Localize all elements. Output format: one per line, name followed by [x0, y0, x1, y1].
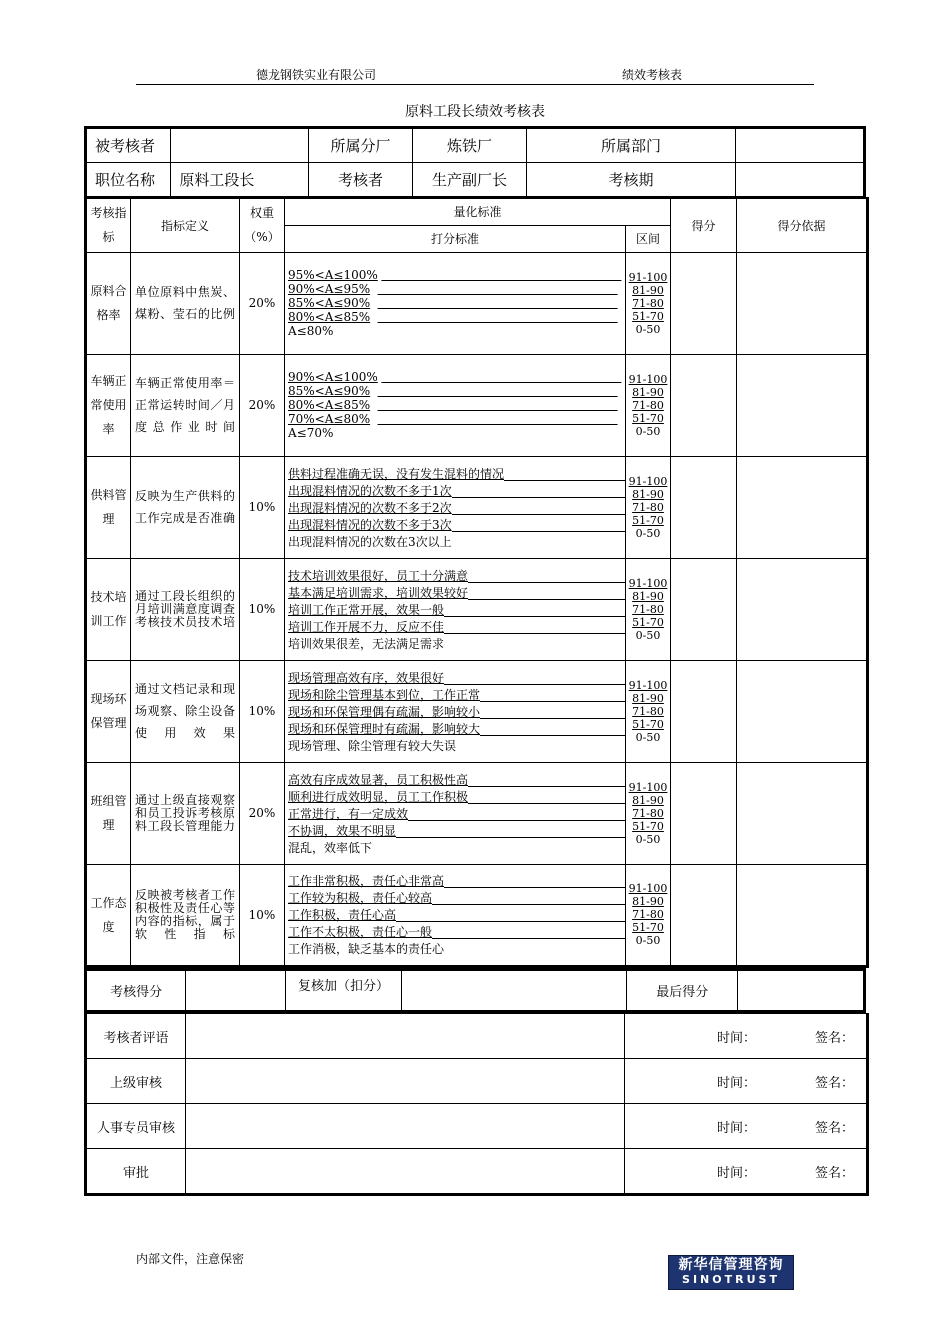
recheck-field[interactable] — [402, 970, 627, 1012]
indicator-name: 供料管理 — [86, 456, 131, 558]
time-label: 时间： — [717, 1030, 757, 1046]
approval-label: 考核者评语 — [86, 1014, 186, 1059]
range-item: 51-70 — [632, 717, 664, 731]
footer-note: 内部文件，注意保密 — [136, 1252, 245, 1266]
range-item: 0-50 — [635, 526, 661, 540]
criteria-item — [285, 268, 625, 282]
indicator-definition: 单位原料中焦炭、煤粉、莹石的比例 — [131, 252, 240, 354]
criteria-item — [285, 533, 625, 550]
approval-row — [86, 1104, 868, 1149]
indicator-name: 工作态度 — [86, 864, 131, 966]
range-item: 71-80 — [632, 908, 664, 921]
criteria-item — [285, 282, 625, 296]
criteria-text: A≤80% — [288, 324, 334, 338]
examiner-label: 考核者 — [308, 163, 412, 198]
criteria-text: 顺利进行成效明显，员工工作积极 — [288, 789, 469, 804]
examiner-field[interactable]: 生产副厂长 — [413, 163, 526, 198]
criteria-item — [285, 618, 625, 635]
criteria-text: 80%<A≤85% — [288, 310, 371, 324]
sign-label: 签名： — [815, 1030, 855, 1046]
range-item: 91-100 — [628, 270, 668, 284]
range-item: 0-50 — [635, 832, 661, 846]
range-item: 0-50 — [635, 628, 661, 642]
criteria-text: 技术培训效果很好，员工十分满意 — [288, 568, 469, 583]
range-item: 0-50 — [635, 934, 661, 947]
criteria-item — [285, 923, 625, 940]
approval-sign-area[interactable] — [625, 1014, 868, 1059]
criteria-text: 90%<A≤100% — [288, 370, 378, 384]
criteria-item — [285, 635, 625, 652]
range-item: 71-80 — [632, 296, 664, 310]
score-field[interactable] — [186, 970, 285, 1012]
basis-input[interactable] — [737, 864, 868, 966]
indicator-weight: 20% — [240, 252, 285, 354]
criteria-text: 现场管理高效有序，效果很好 — [288, 670, 445, 685]
criteria-text: 80%<A≤85% — [288, 398, 371, 412]
score-ranges — [626, 354, 671, 456]
score-input[interactable] — [671, 762, 737, 864]
criteria-item — [285, 737, 625, 754]
criteria-text: 工作消极，缺乏基本的责任心 — [288, 942, 445, 956]
criteria-text: 现场和环保管理时有疏漏，影响较大 — [288, 721, 481, 736]
criteria-text: 出现混料情况的次数在3次以上 — [288, 534, 452, 549]
range-item: 71-80 — [632, 500, 664, 514]
indicator-weight: 20% — [240, 762, 285, 864]
range-item: 91-100 — [628, 882, 668, 895]
form-name: 绩效考核表 — [622, 68, 683, 82]
criteria-text: 供料过程准确无误，没有发生混料的情况 — [288, 466, 505, 481]
sinotrust-logo — [668, 1255, 794, 1290]
criteria-text: A≤70% — [288, 426, 334, 440]
range-item: 51-70 — [632, 921, 664, 934]
position-field[interactable]: 原料工段长 — [171, 163, 309, 198]
time-label: 时间： — [717, 1165, 757, 1181]
range-item: 51-70 — [632, 615, 664, 629]
branch-field[interactable]: 炼铁厂 — [413, 128, 526, 163]
criteria-item — [285, 370, 625, 384]
sign-label: 签名： — [815, 1075, 855, 1091]
scoring-criteria — [285, 558, 626, 660]
approval-comment-field[interactable] — [186, 1104, 625, 1149]
basis-input[interactable] — [737, 456, 868, 558]
score-ranges — [626, 252, 671, 354]
indicator-definition: 车辆正常使用率＝正常运转时间／月度总作业时间 — [131, 354, 240, 456]
approval-table — [84, 1013, 869, 1196]
dept-field[interactable] — [736, 128, 865, 163]
criteria-text: 85%<A≤90% — [288, 296, 371, 310]
range-item: 81-90 — [632, 487, 664, 501]
criteria-item — [285, 398, 625, 412]
range-item: 91-100 — [628, 678, 668, 692]
header-definition: 指标定义 — [131, 198, 240, 252]
score-input[interactable] — [671, 558, 737, 660]
criteria-item — [285, 839, 625, 856]
indicator-weight: 10% — [240, 660, 285, 762]
range-item: 71-80 — [632, 806, 664, 820]
basis-input[interactable] — [737, 354, 868, 456]
scoring-criteria — [285, 864, 626, 966]
criteria-text: 现场和环保管理偶有疏漏，影响较小 — [288, 704, 481, 719]
criteria-text: 不协调，效果不明显 — [288, 823, 397, 838]
criteria-text: 培训工作开展不力，反应不佳 — [288, 619, 445, 634]
dept-label: 所属部门 — [526, 128, 736, 163]
range-item: 81-90 — [632, 895, 664, 908]
range-item: 71-80 — [632, 704, 664, 718]
range-item: 51-70 — [632, 513, 664, 527]
score-ranges — [626, 864, 671, 966]
branch-label: 所属分厂 — [308, 128, 412, 163]
criteria-item — [285, 669, 625, 686]
criteria-text: 95%<A≤100% — [288, 268, 378, 282]
criteria-item — [285, 788, 625, 805]
summary-table — [84, 968, 866, 1013]
score-ranges — [626, 456, 671, 558]
score-ranges — [626, 558, 671, 660]
approval-sign-area[interactable] — [625, 1059, 868, 1104]
indicator-row — [86, 252, 868, 354]
indicator-row — [86, 660, 868, 762]
score-label: 考核得分 — [86, 970, 186, 1012]
criteria-text: 出现混料情况的次数不多于3次 — [288, 517, 452, 532]
approval-sign-area[interactable] — [625, 1149, 868, 1195]
criteria-item — [285, 384, 625, 398]
criteria-text: 现场和除尘管理基本到位，工作正常 — [288, 687, 481, 702]
score-input[interactable] — [671, 456, 737, 558]
approval-label: 审批 — [86, 1149, 186, 1195]
range-item: 0-50 — [635, 322, 661, 336]
indicator-definition: 通过上级直接观察和员工投诉考核原料工段长管理能力 — [131, 762, 240, 864]
criteria-item — [285, 310, 625, 324]
criteria-text: 70%<A≤80% — [288, 412, 371, 426]
range-item: 71-80 — [632, 602, 664, 616]
criteria-item — [285, 822, 625, 839]
indicator-weight: 10% — [240, 558, 285, 660]
period-field[interactable] — [736, 163, 865, 198]
approval-comment-field[interactable] — [186, 1149, 625, 1195]
indicator-name: 现场环保管理 — [86, 660, 131, 762]
page-title: 原料工段长绩效考核表 — [405, 104, 545, 120]
range-item: 91-100 — [628, 474, 668, 488]
criteria-item — [285, 567, 625, 584]
approval-label: 上级审核 — [86, 1059, 186, 1104]
page-header — [136, 66, 814, 85]
final-label: 最后得分 — [627, 970, 738, 1012]
examinee-label: 被考核者 — [86, 128, 171, 163]
period-label: 考核期 — [526, 163, 736, 198]
basis-input[interactable] — [737, 762, 868, 864]
score-input[interactable] — [671, 354, 737, 456]
company-name: 德龙钢铁实业有限公司 — [256, 68, 377, 82]
info-table — [84, 126, 866, 199]
criteria-item — [285, 324, 625, 338]
header-weight: 权重（%） — [240, 198, 285, 252]
basis-input[interactable] — [737, 558, 868, 660]
indicator-name: 班组管理 — [86, 762, 131, 864]
criteria-item — [285, 426, 625, 440]
criteria-item — [285, 686, 625, 703]
criteria-item — [285, 601, 625, 618]
header-range: 区间 — [626, 225, 671, 252]
range-item: 91-100 — [628, 780, 668, 794]
criteria-item — [285, 499, 625, 516]
logo-cn: 新华信管理咨询 — [678, 1257, 784, 1273]
examinee-field[interactable] — [171, 128, 309, 163]
criteria-item — [285, 465, 625, 482]
range-item: 0-50 — [635, 730, 661, 744]
basis-input[interactable] — [737, 660, 868, 762]
score-input[interactable] — [671, 252, 737, 354]
indicator-name: 车辆正常使用率 — [86, 354, 131, 456]
indicator-definition: 反映为生产供料的工作完成是否准确 — [131, 456, 240, 558]
criteria-item — [285, 296, 625, 310]
indicator-row — [86, 456, 868, 558]
approval-row — [86, 1059, 868, 1104]
approval-comment-field[interactable] — [186, 1059, 625, 1104]
position-label: 职位名称 — [86, 163, 171, 198]
indicator-weight: 20% — [240, 354, 285, 456]
criteria-text: 混乱，效率低下 — [288, 840, 373, 855]
scoring-criteria — [285, 456, 626, 558]
criteria-text: 基本满足培训需求，培训效果较好 — [288, 585, 469, 600]
criteria-text: 出现混料情况的次数不多于2次 — [288, 500, 452, 515]
approval-label: 人事专员审核 — [86, 1104, 186, 1149]
indicator-definition: 反映被考核者工作积极性及责任心等内容的指标，属于软性指标 — [131, 864, 240, 966]
criteria-text: 出现混料情况的次数不多于1次 — [288, 483, 452, 498]
approval-sign-area[interactable] — [625, 1104, 868, 1149]
indicator-name: 技术培训工作 — [86, 558, 131, 660]
criteria-item — [285, 516, 625, 533]
indicator-weight: 10% — [240, 864, 285, 966]
header-basis: 得分依据 — [737, 198, 868, 252]
recheck-label: 复核加（扣分） — [285, 970, 401, 1012]
indicator-definition: 通过文档记录和现场观察、除尘设备使用效果 — [131, 660, 240, 762]
indicator-definition: 通过工段长组织的月培训满意度调查考核技术员技术培 — [131, 558, 240, 660]
range-item: 81-90 — [632, 793, 664, 807]
range-item: 0-50 — [635, 424, 661, 438]
header-scoring: 打分标准 — [285, 225, 626, 252]
criteria-text: 85%<A≤90% — [288, 384, 371, 398]
final-field[interactable] — [738, 970, 865, 1012]
criteria-item — [285, 720, 625, 737]
criteria-item — [285, 412, 625, 426]
criteria-text: 工作积极，责任心高 — [288, 908, 397, 922]
score-ranges — [626, 762, 671, 864]
range-item: 81-90 — [632, 691, 664, 705]
criteria-item — [285, 889, 625, 906]
criteria-text: 工作非常积极，责任心非常高 — [288, 874, 445, 888]
criteria-text: 90%<A≤95% — [288, 282, 371, 296]
criteria-item — [285, 872, 625, 889]
header-score: 得分 — [671, 198, 737, 252]
criteria-text: 正常进行，有一定成效 — [288, 806, 409, 821]
criteria-item — [285, 584, 625, 601]
basis-input[interactable] — [737, 252, 868, 354]
range-item: 91-100 — [628, 372, 668, 386]
scoring-criteria — [285, 762, 626, 864]
range-item: 51-70 — [632, 819, 664, 833]
scoring-criteria — [285, 354, 626, 456]
header-quant: 量化标准 — [285, 198, 671, 225]
score-input[interactable] — [671, 864, 737, 966]
logo-en: SINOTRUST — [682, 1273, 780, 1286]
criteria-text: 培训工作正常开展，效果一般 — [288, 602, 445, 617]
approval-comment-field[interactable] — [186, 1014, 625, 1059]
header-indicator: 考核指标 — [86, 198, 131, 252]
indicator-row — [86, 864, 868, 966]
sign-label: 签名： — [815, 1120, 855, 1136]
range-item: 51-70 — [632, 309, 664, 323]
criteria-text: 工作较为积极，责任心较高 — [288, 891, 433, 905]
criteria-item — [285, 771, 625, 788]
approval-row — [86, 1014, 868, 1059]
criteria-text: 工作不太积极，责任心一般 — [288, 925, 433, 939]
criteria-item — [285, 940, 625, 957]
criteria-text: 培训效果很差，无法满足需求 — [288, 636, 445, 651]
range-item: 71-80 — [632, 398, 664, 412]
criteria-item — [285, 703, 625, 720]
time-label: 时间： — [717, 1120, 757, 1136]
approval-row — [86, 1149, 868, 1195]
score-input[interactable] — [671, 660, 737, 762]
indicator-row — [86, 354, 868, 456]
range-item: 81-90 — [632, 589, 664, 603]
range-item: 81-90 — [632, 283, 664, 297]
indicator-row — [86, 762, 868, 864]
time-label: 时间： — [717, 1075, 757, 1091]
range-item: 81-90 — [632, 385, 664, 399]
indicator-table — [84, 197, 869, 968]
criteria-item — [285, 482, 625, 499]
criteria-item — [285, 805, 625, 822]
range-item: 51-70 — [632, 411, 664, 425]
criteria-text: 现场管理、除尘管理有较大失误 — [288, 738, 457, 753]
score-ranges — [626, 660, 671, 762]
scoring-criteria — [285, 252, 626, 354]
indicator-row — [86, 558, 868, 660]
criteria-text: 高效有序成效显著，员工积极性高 — [288, 772, 469, 787]
indicator-name: 原料合格率 — [86, 252, 131, 354]
scoring-criteria — [285, 660, 626, 762]
indicator-weight: 10% — [240, 456, 285, 558]
sign-label: 签名： — [815, 1165, 855, 1181]
range-item: 91-100 — [628, 576, 668, 590]
criteria-item — [285, 906, 625, 923]
